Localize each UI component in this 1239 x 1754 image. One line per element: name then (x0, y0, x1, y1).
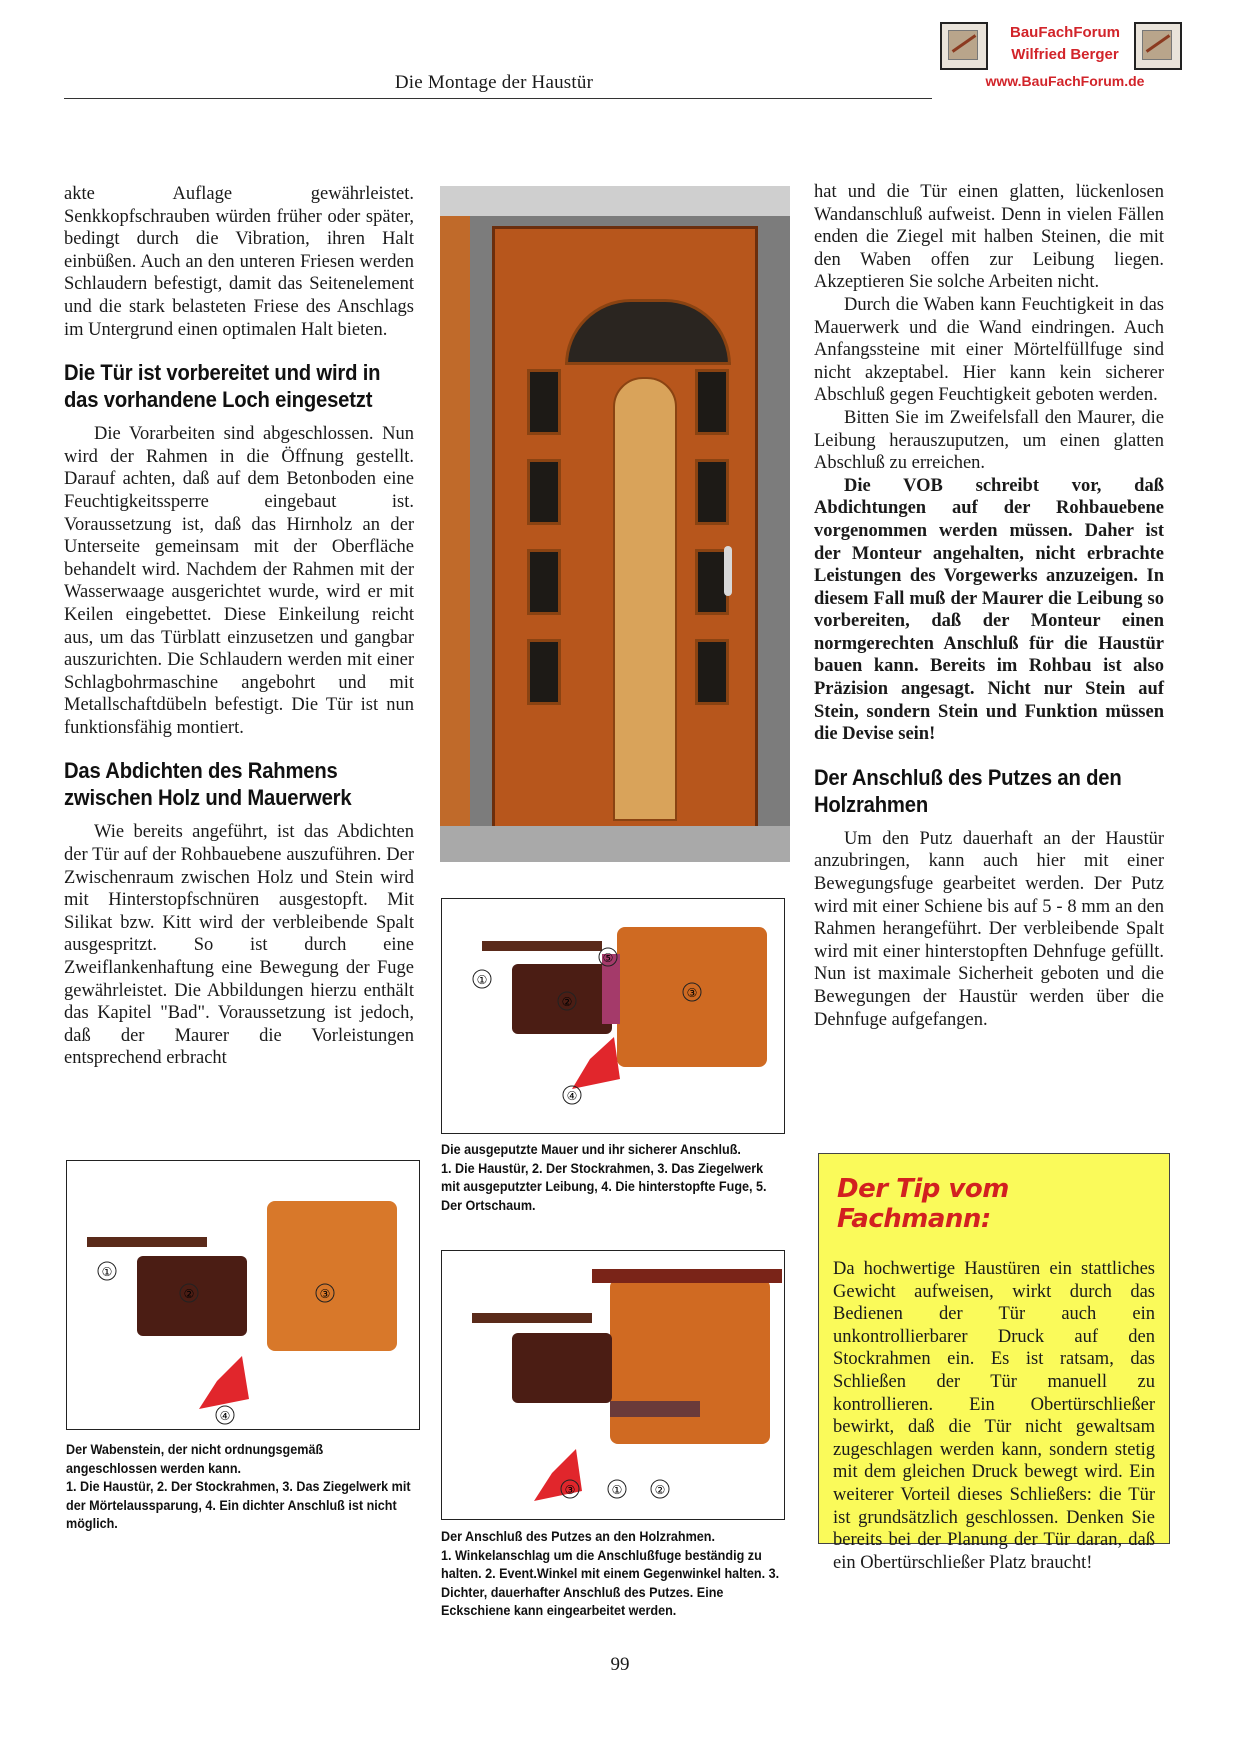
badge-line-1: BauFachForum (1009, 24, 1120, 41)
fig2-label: ⑤ (602, 951, 614, 965)
fig1-label: ① (101, 1265, 113, 1279)
tip-title: Der Tip vom Fachmann: (837, 1174, 1009, 1234)
tip-box (818, 1153, 1170, 1573)
forum-logo-icon (940, 22, 988, 70)
paragraph: akte Auflage gewährleistet. Senkkopfschrauben würden früher oder später, bedingt durch die Vibration, ihren Halt einbüßen. Auch an den unteren Friesen werden Schlaudern befestigt, damit das Seitenelement und die stark belasteten Friese des Anschlags im Untergrund einen optimalen Halt bieten. (64, 184, 414, 340)
paragraph: hat und die Tür einen glatten, lückenlosen Wandanschluß aufweist. Denn in vielen Fällen enden die Ziegel mit halben Steinen, die mit den Waben offen zur Leibung liegen. Akzeptieren Sie solche Arbeiten nicht. (814, 182, 1164, 293)
bau-fach-forum-badge[interactable] (940, 20, 1190, 98)
forum-logo-icon (1134, 22, 1182, 70)
figure-caption (66, 1440, 417, 1533)
paragraph-bold: Die VOB schreibt vor, daß Abdichtungen auf der Rohbauebene vorgenommen werden müssen. Daher ist der Monteur angehalten, nicht erbrachte Leistungen des Vorgewerks anzuzeigen. In diesem Fall muß der Maurer die Leibung so vorbereiten, daß der Monteur einen normgerechten Anschluß für die Haustür bauen kann. Bereits im Rohbau ist also Präzision angesagt. Nicht nur Stein auf Stein, sondern Stein und Funktion müssen die Devise sein! (814, 475, 1164, 745)
left-column (64, 183, 414, 1070)
badge-url[interactable]: www.BauFachForum.de (985, 73, 1145, 89)
caption-body: 1. Die Haustür, 2. Der Stockrahmen, 3. Das Ziegelwerk mit ausgeputzter Leibung, 4. Die hinterstopfte Fuge, 5. Der Ortschaum. (441, 1159, 767, 1213)
subheading: Die Tür ist vorbereitet und wird in das vorhandene Loch eingesetzt (64, 360, 381, 413)
fig3-label: ① (611, 1483, 623, 1497)
subheading: Das Abdichten des Rahmens zwischen Holz und Mauerwerk (64, 758, 352, 811)
figure-honeycomb-brick (66, 1160, 420, 1430)
door-photo (440, 186, 790, 862)
caption-title: Der Wabenstein, der nicht ordnungsgemäß angeschlossen werden kann. (66, 1441, 324, 1476)
caption-title: Die ausgeputzte Mauer und ihr sicherer Anschluß. (441, 1141, 741, 1157)
fig3-label: ② (654, 1483, 666, 1497)
caption-title: Der Anschluß des Putzes an den Holzrahmen. (441, 1528, 715, 1544)
paragraph: Wie bereits angeführt, ist das Abdichten der Tür auf der Rohbauebene auszuführen. Der Zwischenraum zwischen Holz und Stein wird mit Hinterstopfschnüren ausgestopft. Mit Silikat bzw. Kitt wird der verbleibende Spalt ausgespritzt. So ist durch eine Zweiflankenhaftung eine Bewegung der Fuge gewährleistet. Die Abbildungen hierzu enthält das Kapitel "Bad". Voraussetzung ist jedoch, daß der Maurer die Vorleistungen entsprechend erbracht (64, 822, 414, 1069)
tip-body: Da hochwertige Haustüren ein stattliches Gewicht aufweisen, wirkt durch das Bedienen der Tür auch ein unkontrollierbarer Druck auf den Stockrahmen ein. Es ist ratsam, das Schließen der Tür manuell zu kontrollieren. Ein Obertürschließer bewirkt, daß die Tür nicht gewaltsam zugeschlagen werden kann, sondern stetig mit dem gleichen Druck bewegt wird. Ein weiterer Vorteil dieses Schließers: die Tür ist grundsätzlich geschlossen. Denken Sie bereits bei der Planung der Tür daran, daß ein Obertürschließer Platz braucht! (833, 1259, 1155, 1573)
fig1-label: ④ (219, 1409, 231, 1423)
figure-caption (441, 1140, 783, 1214)
caption-body: 1. Winkelanschlag um die Anschlußfuge beständig zu halten. 2. Event.Winkel mit einem Gegenwinkel halten. 3. Dichter, dauerhafter Anschluß des Putzes. Eine Eckschiene kann eingearbeitet werden. (441, 1546, 780, 1618)
header-rule (64, 98, 932, 99)
paragraph: Bitten Sie im Zweifelsfall den Maurer, die Leibung herauszuputzen, um einen glatten Abschluß zu erreichen. (814, 407, 1164, 474)
paragraph: Um den Putz dauerhaft an der Haustür anzubringen, kann auch hier mit einer Bewegungsfuge gearbeitet werden. Der Putz wird mit einer Schiene bis auf 5 - 8 mm an den Rahmen herangeführt. Der verbleibende Spalt wird mit einer hinterstopften Dehnfuge gefüllt. Nun ist maximale Sicherheit geboten und die Bewegungen der Haustür werden über die Dehnfuge aufgefangen. (814, 828, 1164, 1030)
subheading: Der Anschluß des Putzes an den Holzrahmen (814, 764, 1122, 817)
fig1-label: ③ (319, 1287, 331, 1301)
running-title: Die Montage der Haustür (394, 72, 594, 93)
right-column (814, 181, 1164, 1031)
figure-caption (441, 1527, 783, 1620)
figure-plaster-connection (441, 1250, 785, 1520)
door-handle-icon (724, 546, 732, 596)
caption-body: 1. Die Haustür, 2. Der Stockrahmen, 3. Das Ziegelwerk mit der Mörtelaussparung, 4. Ein dichter Anschluß ist nicht möglich. (66, 1478, 411, 1531)
fig1-label: ② (183, 1287, 195, 1301)
fig3-label: ③ (564, 1483, 576, 1497)
paragraph: Die Vorarbeiten sind abgeschlossen. Nun wird der Rahmen in die Öffnung gestellt. Darauf achten, daß auf dem Betonboden eine Feuchtigkeitssperre eingebaut ist. Voraussetzung ist, daß das Hirnholz an der Unterseite gemeinsam mit der Oberfläche behandelt wird. Nachdem der Rahmen mit der Wasserwaage ausgerichtet wurde, wird er mit Keilen eingebettet. Diese Einkeilung reicht aus, um das Türblatt einzusetzen und gangbar auszurichten. Die Schlaudern werden mit einer Schlagbohrmaschine angebohrt und mit Metallschaftdübeln befestigt. Die Tür ist nun funktionsfähig montiert. (64, 424, 414, 738)
page-number: 99 (610, 1654, 630, 1675)
fig2-label: ④ (566, 1089, 578, 1103)
fig2-label: ② (561, 995, 573, 1009)
figure-plastered-wall (441, 898, 785, 1134)
fig2-label: ③ (686, 986, 698, 1000)
fig2-label: ① (476, 973, 488, 987)
paragraph: Durch die Waben kann Feuchtigkeit in das Mauerwerk und die Wand eindringen. Auch Anfangssteine mit einer Mörtelfüllfuge sind nicht akzeptabel. Hier kann kein sicherer Abschluß gegen Feuchtigkeit geboten werden. (814, 294, 1164, 406)
badge-line-2: Wilfried Berger (1011, 46, 1119, 63)
